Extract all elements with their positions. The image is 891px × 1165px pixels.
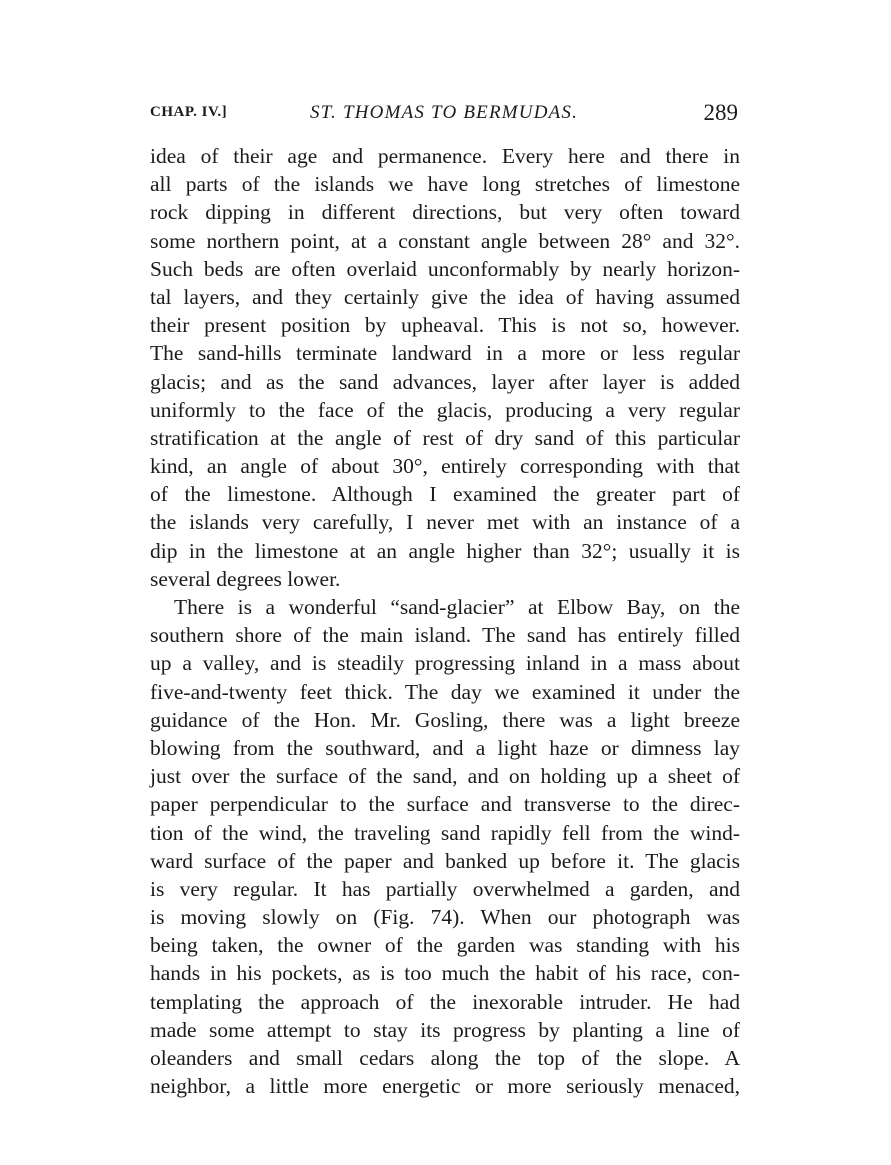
text-line: being taken, the owner of the garden was standing with his xyxy=(150,933,740,958)
text-line: The sand-hills terminate landward in a more or less regular xyxy=(150,341,740,366)
text-line: Such beds are often overlaid unconformably by nearly horizon- xyxy=(150,256,740,281)
text-line: glacis; and as the sand advances, layer after layer is added xyxy=(150,369,740,394)
text-line: all parts of the islands we have long stretches of limestone xyxy=(150,172,740,197)
chapter-label: CHAP. IV.] xyxy=(150,104,228,120)
text-line: neighbor, a little more energetic or more seriously menaced, xyxy=(150,1074,740,1099)
text-line: tal layers, and they certainly give the idea of having assumed xyxy=(150,284,740,309)
text-line: ward surface of the paper and banked up before it. The glacis xyxy=(150,848,740,873)
text-line: the islands very carefully, I never met with an instance of a xyxy=(150,510,740,535)
paragraph-2 xyxy=(150,593,740,1100)
text-line: guidance of the Hon. Mr. Gosling, there was a light breeze xyxy=(150,707,740,732)
text-line: blowing from the southward, and a light haze or dimness lay xyxy=(150,735,740,760)
text-line: paper perpendicular to the surface and transverse to the direc- xyxy=(150,792,740,817)
text-line: idea of their age and permanence. Every here and there in xyxy=(150,144,740,168)
text-line: rock dipping in different directions, but very often toward xyxy=(150,200,740,225)
text-line: kind, an angle of about 30°, entirely corresponding with that xyxy=(150,454,740,479)
text-line: stratification at the angle of rest of dry sand of this particular xyxy=(150,425,740,450)
text-line: templating the approach of the inexorable intruder. He had xyxy=(150,989,740,1014)
text-line: up a valley, and is steadily progressing inland in a mass about xyxy=(150,651,740,676)
text-line: just over the surface of the sand, and on holding up a sheet of xyxy=(150,764,740,789)
body-text xyxy=(150,142,740,1100)
text-line: southern shore of the main island. The sand has entirely filled xyxy=(150,623,740,648)
text-line: hands in his pockets, as is too much the habit of his race, con- xyxy=(150,961,740,986)
text-line: five-and-twenty feet thick. The day we examined it under the xyxy=(150,679,740,704)
running-title: ST. THOMAS TO BERMUDAS. xyxy=(310,102,579,123)
text-line: tion of the wind, the traveling sand rapidly fell from the wind- xyxy=(150,820,740,845)
text-line: is moving slowly on (Fig. 74). When our photograph was xyxy=(150,905,740,930)
paragraph-1 xyxy=(150,142,740,593)
text-line: There is a wonderful “sand-glacier” at Elbow Bay, on the xyxy=(174,595,740,619)
page-number: 289 xyxy=(703,100,738,125)
text-line: some northern point, at a constant angle between 28° and 32°. xyxy=(150,228,740,253)
text-line: their present position by upheaval. This is not so, however. xyxy=(150,313,740,338)
text-line: several degrees lower. xyxy=(150,566,341,591)
text-line: is very regular. It has partially overwhelmed a garden, and xyxy=(150,876,740,901)
text-line: uniformly to the face of the glacis, producing a very regular xyxy=(150,397,740,422)
text-line: dip in the limestone at an angle higher than 32°; usually it is xyxy=(150,538,740,563)
text-line: made some attempt to stay its progress by planting a line of xyxy=(150,1017,740,1042)
text-line: of the limestone. Although I examined the greater part of xyxy=(150,482,740,507)
running-head xyxy=(150,100,740,130)
text-line: oleanders and small cedars along the top of the slope. A xyxy=(150,1046,740,1070)
